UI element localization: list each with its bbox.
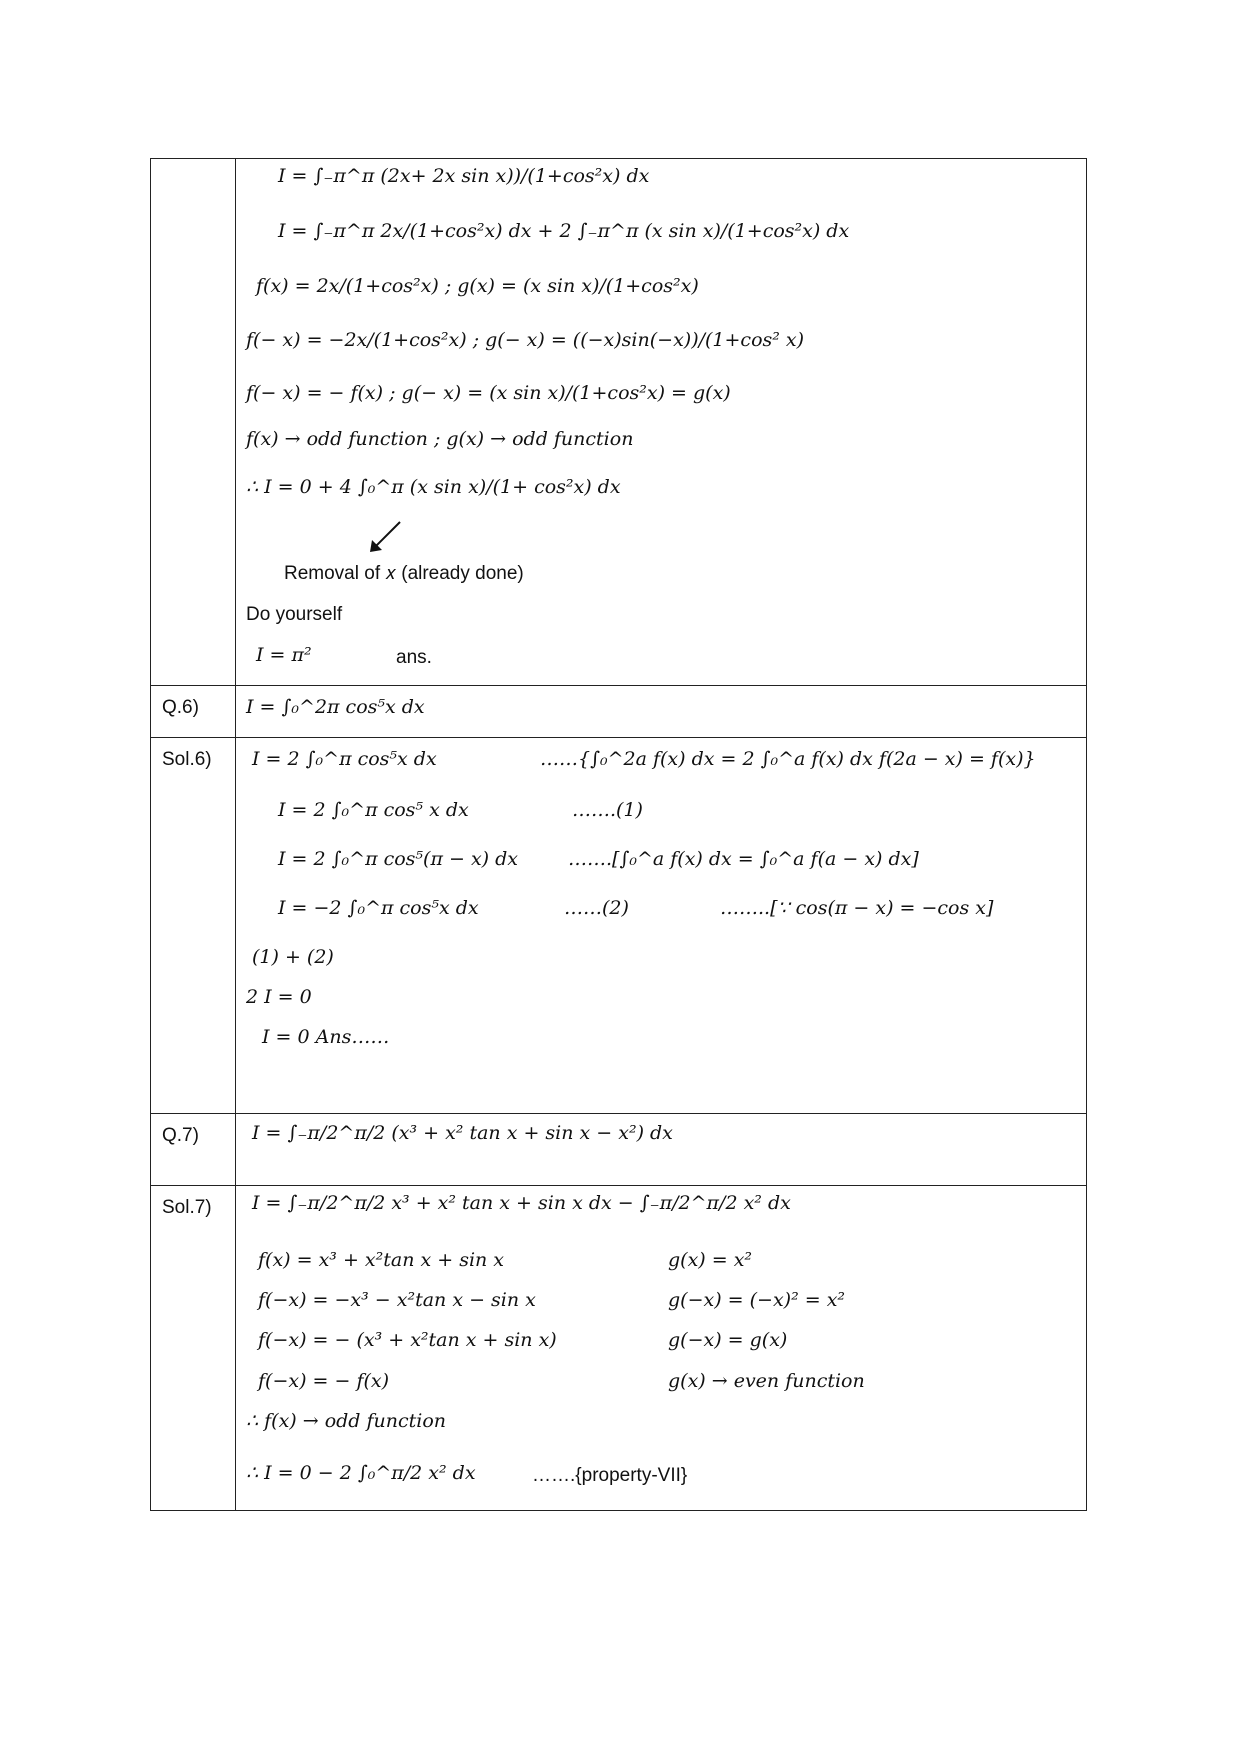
math-line-right: g(x) → even function: [668, 1370, 865, 1392]
row-divider: [151, 1185, 1086, 1186]
math-line: (1) + (2): [252, 946, 334, 968]
property-note: …….[∫₀^a f(x) dx = ∫₀^a f(a − x) dx]: [568, 848, 919, 870]
row-label-sol6: Sol.6): [162, 749, 212, 770]
equation-ref: ……(2): [564, 897, 629, 919]
math-line: I = −2 ∫₀^π cos⁵x dx: [278, 897, 479, 919]
property-note: ……{∫₀^2a f(x) dx = 2 ∫₀^a f(x) dx f(2a − x) = f(x)}: [540, 748, 1036, 770]
question-6-text: I = ∫₀^2π cos⁵x dx: [246, 696, 425, 718]
math-line-right: g(−x) = g(x): [668, 1329, 788, 1351]
removal-note: Removal of 𝑥 (already done): [284, 563, 524, 584]
question-7-text: I = ∫₋π/2^π/2 (x³ + x² tan x + sin x − x²) dx: [252, 1122, 673, 1144]
math-line: f(−x) = − f(x): [258, 1370, 390, 1392]
equation-ref: …….(1): [572, 799, 643, 821]
math-line: ∴ f(x) → odd function: [246, 1410, 447, 1432]
math-line: I = ∫₋π^π (2x+ 2x sin x))/(1+cos²x) dx: [278, 165, 650, 187]
row-divider: [151, 737, 1086, 738]
property-note: …….{property-VII}: [532, 1465, 688, 1486]
math-line: f(−x) = −x³ − x²tan x − sin x: [258, 1289, 536, 1311]
math-line: I = ∫₋π/2^π/2 x³ + x² tan x + sin x dx − ∫₋π/2^π/2 x² dx: [252, 1192, 791, 1214]
do-yourself-text: Do yourself: [246, 604, 343, 625]
math-line: 2 I = 0: [246, 986, 312, 1008]
down-left-arrow-icon: [368, 520, 402, 554]
row-label-q6: Q.6): [162, 697, 199, 718]
math-line-right: g(−x) = (−x)² = x²: [668, 1289, 846, 1311]
math-line: f(x) → odd function ; g(x) → odd function: [246, 428, 634, 450]
row-divider: [151, 685, 1086, 686]
answer-label: ans.: [396, 647, 432, 668]
math-line: f(− x) = − f(x) ; g(− x) = (x sin x)/(1+cos²x) = g(x): [246, 382, 731, 404]
math-line: I = 2 ∫₀^π cos⁵(π − x) dx: [278, 848, 518, 870]
math-line: I = 0 Ans……: [262, 1026, 390, 1048]
answer-expression: I = π²: [256, 644, 312, 666]
math-line: ∴ I = 0 + 4 ∫₀^π (x sin x)/(1+ cos²x) dx: [246, 476, 621, 498]
math-line: f(−x) = − (x³ + x²tan x + sin x): [258, 1329, 557, 1351]
row-divider: [151, 1113, 1086, 1114]
math-line: f(− x) = −2x/(1+cos²x) ; g(− x) = ((−x)sin(−x))/(1+cos² x): [246, 329, 805, 351]
property-note: ……..[∵ cos(π − x) = −cos x]: [720, 897, 994, 919]
column-divider: [235, 159, 236, 1510]
math-line: I = 2 ∫₀^π cos⁵x dx: [252, 748, 437, 770]
math-line: I = ∫₋π^π 2x/(1+cos²x) dx + 2 ∫₋π^π (x sin x)/(1+cos²x) dx: [278, 220, 850, 242]
math-line: ∴ I = 0 − 2 ∫₀^π/2 x² dx: [246, 1462, 476, 1484]
math-line: I = 2 ∫₀^π cos⁵ x dx: [278, 799, 469, 821]
row-label-q7: Q.7): [162, 1125, 199, 1146]
math-line: f(x) = x³ + x²tan x + sin x: [258, 1249, 505, 1271]
row-label-sol7: Sol.7): [162, 1197, 212, 1218]
math-line-right: g(x) = x²: [668, 1249, 753, 1271]
math-line: f(x) = 2x/(1+cos²x) ; g(x) = (x sin x)/(1+cos²x): [256, 275, 699, 297]
